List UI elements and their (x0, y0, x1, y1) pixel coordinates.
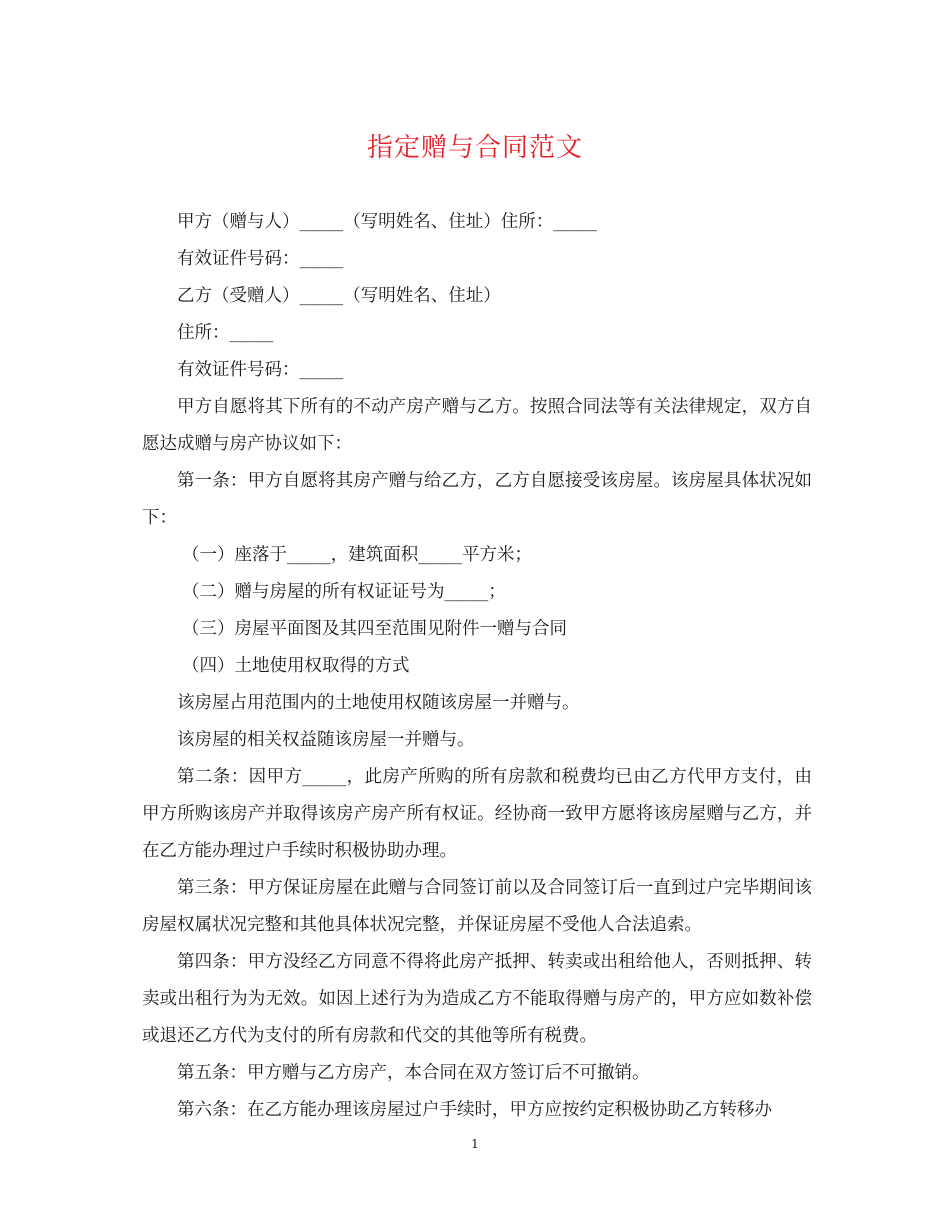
article-1-item-1: （一）座落于_____，建筑面积_____平方米； (182, 545, 532, 565)
article-2-paragraph: 第二条：因甲方_____，此房产所购的所有房款和税费均已由乙方代甲方支付，由甲方所购该房产并取得该房产房产所有权证。经协商一致甲方愿将该房屋赠与乙方，并在乙方能办理过户手续时积极协助办理。 (142, 767, 812, 861)
article-1-item-3: （三）房屋平面图及其四至范围见附件一赠与合同 (182, 619, 567, 639)
article-3-paragraph: 第三条：甲方保证房屋在此赠与合同签订前以及合同签订后一直到过户完毕期间该房屋权属状况完整和其他具体状况完整，并保证房屋不受他人合法追索。 (142, 878, 812, 935)
article-1-paragraph: 第一条：甲方自愿将其房产赠与给乙方，乙方自愿接受该房屋。该房屋具体状况如下： (142, 471, 812, 528)
party-a-line: 甲方（赠与人）_____（写明姓名、住址）住所：_____ (177, 212, 597, 232)
related-rights-paragraph: 该房屋的相关权益随该房屋一并赠与。 (177, 730, 475, 750)
preamble-paragraph: 甲方自愿将其下所有的不动产房产赠与乙方。按照合同法等有关法律规定，双方自愿达成赠与房产协议如下： (142, 397, 812, 454)
document-body (142, 204, 812, 1129)
article-1-item-2: （二）赠与房屋的所有权证证号为_____； (182, 582, 506, 602)
article-4-paragraph: 第四条：甲方没经乙方同意不得将此房产抵押、转卖或出租给他人，否则抵押、转卖或出租行为为无效。如因上述行为为造成乙方不能取得赠与房产的，甲方应如数补偿或退还乙方代为支付的所有房款和代交的其他等所有税费。 (142, 952, 812, 1046)
party-a-id-line: 有效证件号码：_____ (177, 249, 344, 269)
page-number: 1 (471, 1137, 479, 1151)
party-b-address-line: 住所：_____ (177, 323, 274, 343)
article-1-item-4: （四）土地使用权取得的方式 (182, 656, 410, 676)
article-5-paragraph: 第五条：甲方赠与乙方房产，本合同在双方签订后不可撤销。 (177, 1063, 650, 1083)
land-use-paragraph: 该房屋占用范围内的土地使用权随该房屋一并赠与。 (177, 693, 580, 713)
article-6-paragraph: 第六条：在乙方能办理该房屋过户手续时，甲方应按约定积极协助乙方转移办 (177, 1100, 772, 1120)
party-b-line: 乙方（受赠人）_____（写明姓名、住址） (177, 286, 501, 306)
document-title: 指定赠与合同范文 (366, 133, 583, 163)
party-b-id-line: 有效证件号码：_____ (177, 360, 344, 380)
